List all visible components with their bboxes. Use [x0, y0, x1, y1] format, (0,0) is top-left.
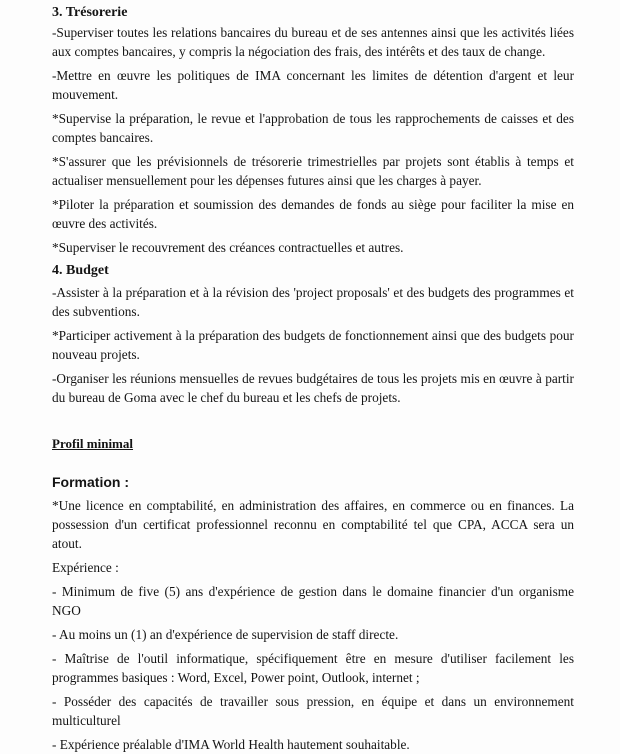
experience-item: - Expérience préalable d'IMA World Health hautement souhaitable.: [52, 737, 410, 752]
section-heading-tresorerie: 3. Trésorerie: [52, 5, 128, 20]
tresorerie-paragraph: *Supervise la préparation, le revue et l'approbation de tous les rapprochements de caisses et des comptes bancaires.: [52, 111, 574, 145]
experience-item: - Minimum de five (5) ans d'expérience de gestion dans le domaine financier d'un organisme NGO: [52, 584, 574, 618]
tresorerie-paragraph: *Piloter la préparation et soumission des demandes de fonds au siège pour faciliter la mise en œuvre des activités.: [52, 197, 574, 231]
experience-item: - Maîtrise de l'outil informatique, spécifiquement être en mesure d'utiliser facilement les programmes basiques : Word, Excel, Power point, Outlook, internet ;: [52, 651, 574, 685]
tresorerie-paragraph: *S'assurer que les prévisionnels de trésorerie trimestrielles par projets sont établis à temps et actualiser mensuellement pour les dépenses futures ainsi que les charges à payer.: [52, 154, 574, 188]
experience-item: - Au moins un (1) an d'expérience de supervision de staff directe.: [52, 627, 399, 642]
budget-paragraph: -Assister à la préparation et à la révision des 'project proposals' et des budgets des programmes et des subventions.: [52, 285, 574, 319]
tresorerie-paragraph: -Mettre en œuvre les politiques de IMA concernant les limites de détention d'argent et leur mouvement.: [52, 68, 574, 102]
budget-paragraph: -Organiser les réunions mensuelles de revues budgétaires de tous les projets mis en œuvre à partir du bureau de Goma avec le chef du bureau et les chefs de projets.: [52, 371, 574, 405]
experience-label: Expérience :: [52, 560, 119, 575]
experience-item: - Posséder des capacités de travailler sous pression, en équipe et dans un environnement multiculturel: [52, 694, 574, 728]
tresorerie-paragraph: *Superviser le recouvrement des créances contractuelles et autres.: [52, 240, 404, 255]
budget-paragraph: *Participer activement à la préparation des budgets de fonctionnement ainsi que des budgets pour nouveau projets.: [52, 328, 574, 362]
section-heading-budget: 4. Budget: [52, 263, 109, 278]
formation-heading: Formation :: [52, 474, 129, 490]
formation-text: *Une licence en comptabilité, en administration des affaires, en commerce ou en finances. La possession d'un certificat professionnel reconnu en comptabilité tel que CPA, ACCA sera un atout.: [52, 498, 574, 551]
tresorerie-paragraph: -Superviser toutes les relations bancaires du bureau et de ses antennes ainsi que les activités liées aux comptes bancaires, y compris la négociation des frais, des intérêts et des taux de change.: [52, 25, 574, 59]
profil-minimal-heading: Profil minimal: [52, 436, 134, 451]
